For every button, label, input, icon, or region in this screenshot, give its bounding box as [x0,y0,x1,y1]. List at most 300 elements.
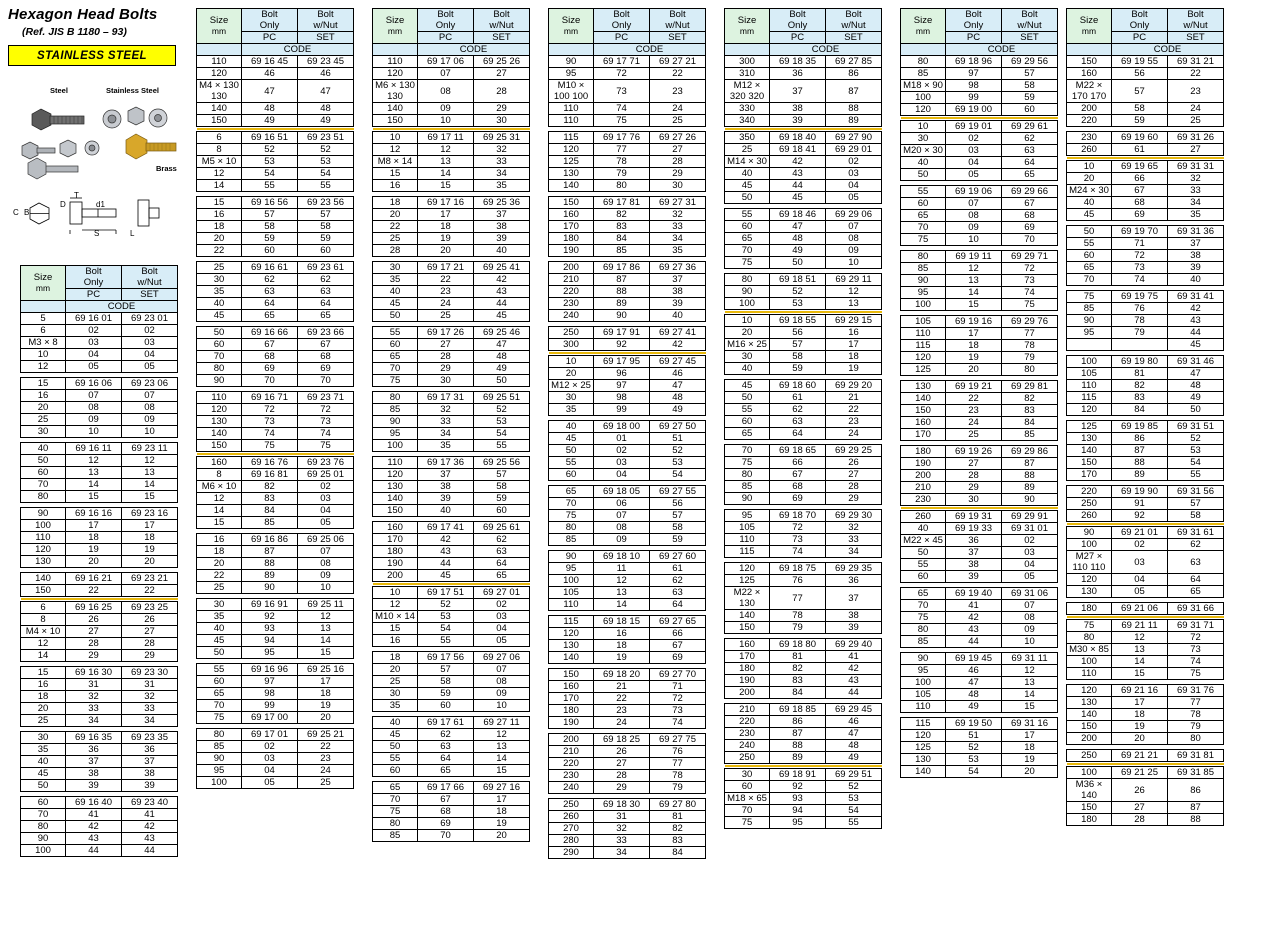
row-code-set: 69 29 71 [1002,251,1058,263]
row-code-set: 69 23 21 [122,573,178,585]
row-code-pc: 69 18 75 [770,563,826,575]
row-size: M20 × 30 [901,145,946,157]
row-code-pc: 84 [594,233,650,245]
row-code-set: 69 29 61 [1002,121,1058,133]
table-row [901,470,1058,482]
row-code-pc: 79 [770,622,826,634]
row-size: 80 [901,56,946,68]
table-row [725,639,882,651]
row-code-pc: 43 [946,624,1002,636]
row-code-pc: 68 [1112,197,1168,209]
row-size: 50 [901,169,946,181]
table-row [21,414,178,426]
row-code-set: 69 27 21 [650,56,706,68]
table-row [1067,697,1224,709]
row-code-set: 69 25 46 [474,327,530,339]
row-code-pc: 94 [770,805,826,817]
table-row [373,717,530,729]
row-code-pc: 52 [242,144,298,156]
row-code-set: 08 [1002,612,1058,624]
table-row [197,404,354,416]
row-size: 80 [725,274,770,286]
row-code-pc: 69 19 80 [1112,356,1168,368]
row-code-pc: 61 [770,392,826,404]
table-row [1067,173,1224,185]
row-code-pc: 99 [242,700,298,712]
table-row [549,68,706,80]
row-size: 60 [373,765,418,777]
row-code-set: 77 [1002,328,1058,340]
table-row [1067,144,1224,156]
row-code-set: 69 25 31 [474,132,530,144]
row-size: 65 [725,428,770,440]
row-size: 260 [1067,144,1112,156]
row-size: 55 [373,753,418,765]
table-row [1067,750,1224,762]
table-row [725,481,882,493]
table-row [1067,802,1224,814]
row-size: 30 [197,599,242,611]
row-code-pc: 42 [418,534,474,546]
table-row [373,416,530,428]
row-code-pc: 13 [418,156,474,168]
row-code-set: 81 [650,811,706,823]
row-size: M4 × 130 130 [197,80,242,103]
svg-text:B: B [24,208,30,217]
row-code-pc: 69 21 11 [1112,620,1168,632]
row-code-set: 34 [826,546,882,558]
table-row [549,274,706,286]
row-code-pc: 81 [1112,368,1168,380]
table-row [901,251,1058,263]
table-row [549,734,706,746]
table-row [725,769,882,781]
table-row [197,80,354,103]
table-row [725,587,882,610]
row-size: 8 [197,144,242,156]
table-row [725,327,882,339]
row-code-set: 40 [474,245,530,257]
row-size: 18 [197,221,242,233]
row-code-pc: 87 [242,546,298,558]
row-code-set: 60 [298,245,354,257]
row-code-pc: 53 [946,754,1002,766]
table-row [21,845,178,857]
row-code-set: 05 [298,517,354,529]
row-size: 120 [1067,574,1112,586]
table-row [1067,250,1224,262]
row-size: 200 [901,470,946,482]
table-row [21,532,178,544]
row-code-set: 59 [474,493,530,505]
row-code-set: 54 [650,469,706,481]
row-code-set: 69 25 01 [298,469,354,481]
row-size: 14 [197,180,242,192]
row-code-set: 18 [298,688,354,700]
table-row [725,445,882,457]
table-row [197,233,354,245]
table-row [197,505,354,517]
row-code-set: 61 [650,563,706,575]
table-row [197,168,354,180]
row-size: M22 × 130 [725,587,770,610]
row-code-pc: 69 18 60 [770,380,826,392]
table-row [549,209,706,221]
header-code-blank [549,44,594,56]
row-code-set: 69 29 86 [1002,446,1058,458]
row-code-pc: 67 [418,794,474,806]
table-row [197,729,354,741]
row-size: 150 [549,197,594,209]
row-code-set: 69 25 06 [298,534,354,546]
row-code-pc: 19 [418,233,474,245]
row-size: 65 [373,782,418,794]
row-code-set: 53 [826,793,882,805]
row-code-pc: 69 18 46 [770,209,826,221]
row-code-set: 85 [1002,429,1058,441]
row-code-set: 35 [1168,209,1224,221]
table-row [373,180,530,192]
table-row [549,799,706,811]
row-code-pc: 15 [946,299,1002,311]
row-size: 22 [373,221,418,233]
table-row [901,624,1058,636]
row-size: 25 [373,233,418,245]
row-code-pc: 07 [66,390,122,402]
table-row [901,600,1058,612]
row-size: 45 [21,768,66,780]
header-row-1 [21,266,178,289]
row-code-pc: 37 [770,80,826,103]
row-code-pc: 73 [242,416,298,428]
row-size: 130 [901,381,946,393]
row-size: 40 [373,286,418,298]
row-size: 15 [197,517,242,529]
table-row [373,505,530,517]
row-code-pc: 67 [242,339,298,351]
row-size: 90 [901,653,946,665]
row-code-pc: 47 [770,221,826,233]
table-row [549,575,706,587]
row-code-set: 07 [1002,600,1058,612]
row-code-set: 13 [1002,677,1058,689]
table-row [1067,68,1224,80]
row-code-pc: 24 [594,717,650,729]
row-code-pc: 87 [594,274,650,286]
header-bolt-only: Bolt Only [418,9,474,32]
table-row [1067,339,1224,351]
table-row [1067,779,1224,802]
row-code-set: 04 [826,180,882,192]
table-row [373,493,530,505]
table-row [901,210,1058,222]
row-size: 85 [373,830,418,842]
row-code-pc: 83 [242,493,298,505]
row-code-set: 73 [298,416,354,428]
row-size: 70 [1067,274,1112,286]
row-code-pc: 27 [594,758,650,770]
table-row [549,811,706,823]
row-size: 250 [725,752,770,764]
row-size: 25 [373,676,418,688]
row-size: 190 [373,558,418,570]
row-code-pc: 63 [418,741,474,753]
row-code-set: 25 [1168,115,1224,127]
table-row [549,221,706,233]
row-code-pc: 69 19 16 [946,316,1002,328]
row-code-set: 05 [474,635,530,647]
row-code-pc: 69 19 65 [1112,161,1168,173]
row-size: 170 [373,534,418,546]
row-code-pc: 63 [770,416,826,428]
row-code-set: 46 [298,68,354,80]
row-size: 55 [197,664,242,676]
row-size: 105 [549,587,594,599]
row-code-pc: 69 [1112,209,1168,221]
table-row [197,103,354,115]
table-row [725,56,882,68]
row-size: 100 [1067,356,1112,368]
table-row [901,234,1058,246]
row-size: 85 [901,636,946,648]
table-row [1067,327,1224,339]
row-size: M8 × 14 [373,156,418,168]
row-code-set: 22 [1168,68,1224,80]
table-row [1067,56,1224,68]
header-row-code [725,44,882,56]
row-code-pc: 68 [770,481,826,493]
table-row [549,404,706,416]
svg-text:L: L [130,229,135,238]
table-row [725,563,882,575]
row-code-set: 52 [298,144,354,156]
table-row [373,392,530,404]
row-size: 22 [197,570,242,582]
row-code-set: 52 [474,404,530,416]
row-size: 220 [549,758,594,770]
row-code-set: 38 [826,610,882,622]
row-size: 250 [1067,750,1112,762]
table-row [197,428,354,440]
row-code-set: 69 25 21 [298,729,354,741]
row-code-pc: 39 [946,571,1002,583]
table-row [901,689,1058,701]
row-size: 40 [21,756,66,768]
table-row [901,263,1058,275]
table-row [373,310,530,322]
row-code-pc: 69 19 26 [946,446,1002,458]
row-code-set: 69 [650,652,706,664]
row-code-pc: 69 18 65 [770,445,826,457]
table-row [21,732,178,744]
table-row [725,221,882,233]
row-size: 140 [373,103,418,115]
row-size: 105 [725,522,770,534]
row-size: 20 [197,558,242,570]
row-code-pc: 88 [594,286,650,298]
row-code-set: 04 [122,349,178,361]
row-code-set: 46 [826,716,882,728]
row-size: 70 [197,700,242,712]
table-row [373,676,530,688]
row-code-set: 08 [122,402,178,414]
table-row [21,602,178,614]
row-code-set: 69 23 01 [122,313,178,325]
row-code-pc: 69 17 91 [594,327,650,339]
row-size: 160 [549,681,594,693]
row-size: 125 [725,575,770,587]
table-row [197,753,354,765]
row-code-set: 29 [474,103,530,115]
row-code-set: 74 [298,428,354,440]
row-code-pc: 23 [594,705,650,717]
row-code-pc: 98 [242,688,298,700]
row-code-set: 21 [826,392,882,404]
row-code-pc: 68 [242,351,298,363]
header-pc: PC [66,289,122,301]
row-code-pc: 69 17 95 [594,356,650,368]
row-code-pc: 10 [66,426,122,438]
row-code-pc: 80 [594,180,650,192]
row-size: 65 [373,351,418,363]
row-code-set: 48 [474,351,530,363]
row-size: 95 [1067,327,1112,339]
row-size: 100 [1067,767,1112,779]
table-row [373,262,530,274]
row-size: 120 [197,404,242,416]
row-code-set: 69 25 41 [474,262,530,274]
table-row [197,375,354,387]
table-row [1067,551,1224,574]
table-row [1067,103,1224,115]
row-size: 130 [1067,586,1112,598]
product-illustration [8,88,194,258]
header-bolt-with-nut: Bolt w/Nut [826,9,882,32]
row-code-set: 39 [826,622,882,634]
row-size: 230 [549,298,594,310]
row-code-set: 19 [1002,754,1058,766]
table-row [549,534,706,546]
table-row [549,310,706,322]
row-code-set: 69 29 81 [1002,381,1058,393]
row-code-set: 69 29 30 [826,510,882,522]
row-code-set: 17 [122,520,178,532]
row-code-set: 54 [1168,457,1224,469]
table-row [725,740,882,752]
row-code-set: 68 [1002,210,1058,222]
row-code-pc: 98 [946,80,1002,92]
row-code-pc: 53 [770,298,826,310]
row-size: 75 [1067,291,1112,303]
row-size: 180 [549,705,594,717]
row-code-pc: 69 19 31 [946,511,1002,523]
header-code-blank [197,44,242,56]
table-row [197,700,354,712]
row-size: 60 [901,198,946,210]
row-code-pc: 14 [418,168,474,180]
row-code-set: 47 [298,80,354,103]
row-code-set: 20 [474,830,530,842]
row-code-set: 59 [298,233,354,245]
table-row [373,115,530,127]
row-size: 115 [725,546,770,558]
row-code-set: 33 [826,534,882,546]
row-code-set: 69 29 51 [826,769,882,781]
row-size: 140 [725,610,770,622]
row-size: 280 [549,835,594,847]
row-code-set: 20 [122,556,178,568]
row-code-set: 69 31 51 [1168,421,1224,433]
row-code-set: 69 29 15 [826,315,882,327]
row-code-set: 48 [650,392,706,404]
table-row [1067,668,1224,680]
row-code-set: 23 [298,753,354,765]
row-size: 180 [1067,603,1112,615]
table-row [1067,656,1224,668]
table-row [21,443,178,455]
row-code-pc: 42 [66,821,122,833]
header-bolt-with-nut: Bolt w/Nut [474,9,530,32]
row-code-set: 69 23 56 [298,197,354,209]
row-size: 55 [549,457,594,469]
header-code: CODE [946,44,1058,56]
row-size: 200 [373,570,418,582]
row-code-pc: 24 [946,417,1002,429]
row-code-pc: 02 [242,741,298,753]
row-code-set: 22 [298,741,354,753]
table-row [373,753,530,765]
header-size-unit: mm [387,26,403,36]
table-row [373,298,530,310]
row-code-pc: 69 18 25 [594,734,650,746]
row-code-pc: 34 [66,715,122,727]
row-code-set: 29 [650,168,706,180]
table-row [549,286,706,298]
row-size: 75 [549,510,594,522]
table-row [21,756,178,768]
code-table-col6 [900,8,1058,778]
row-code-pc: 29 [594,782,650,794]
row-code-pc: 69 21 06 [1112,603,1168,615]
row-code-pc: 56 [770,327,826,339]
table-row [549,368,706,380]
row-code-set: 69 31 31 [1168,161,1224,173]
row-code-set: 66 [650,628,706,640]
row-code-set: 79 [1002,352,1058,364]
row-size: 60 [725,416,770,428]
row-code-set: 69 25 16 [298,664,354,676]
row-code-pc: 52 [770,286,826,298]
table-row [901,766,1058,778]
row-code-pc: 69 17 21 [418,262,474,274]
row-code-set: 19 [298,700,354,712]
header-size-unit: mm [563,26,579,36]
table-row [373,233,530,245]
row-code-set: 55 [826,817,882,829]
row-code-pc: 95 [770,817,826,829]
row-code-pc: 68 [418,806,474,818]
table-row [373,245,530,257]
row-code-pc: 51 [946,730,1002,742]
table-row [901,68,1058,80]
row-size: 90 [197,753,242,765]
row-code-set: 33 [650,221,706,233]
table-row [21,467,178,479]
row-code-pc: 03 [594,457,650,469]
row-code-set: 41 [122,809,178,821]
row-size: 70 [901,222,946,234]
row-size: 80 [373,818,418,830]
